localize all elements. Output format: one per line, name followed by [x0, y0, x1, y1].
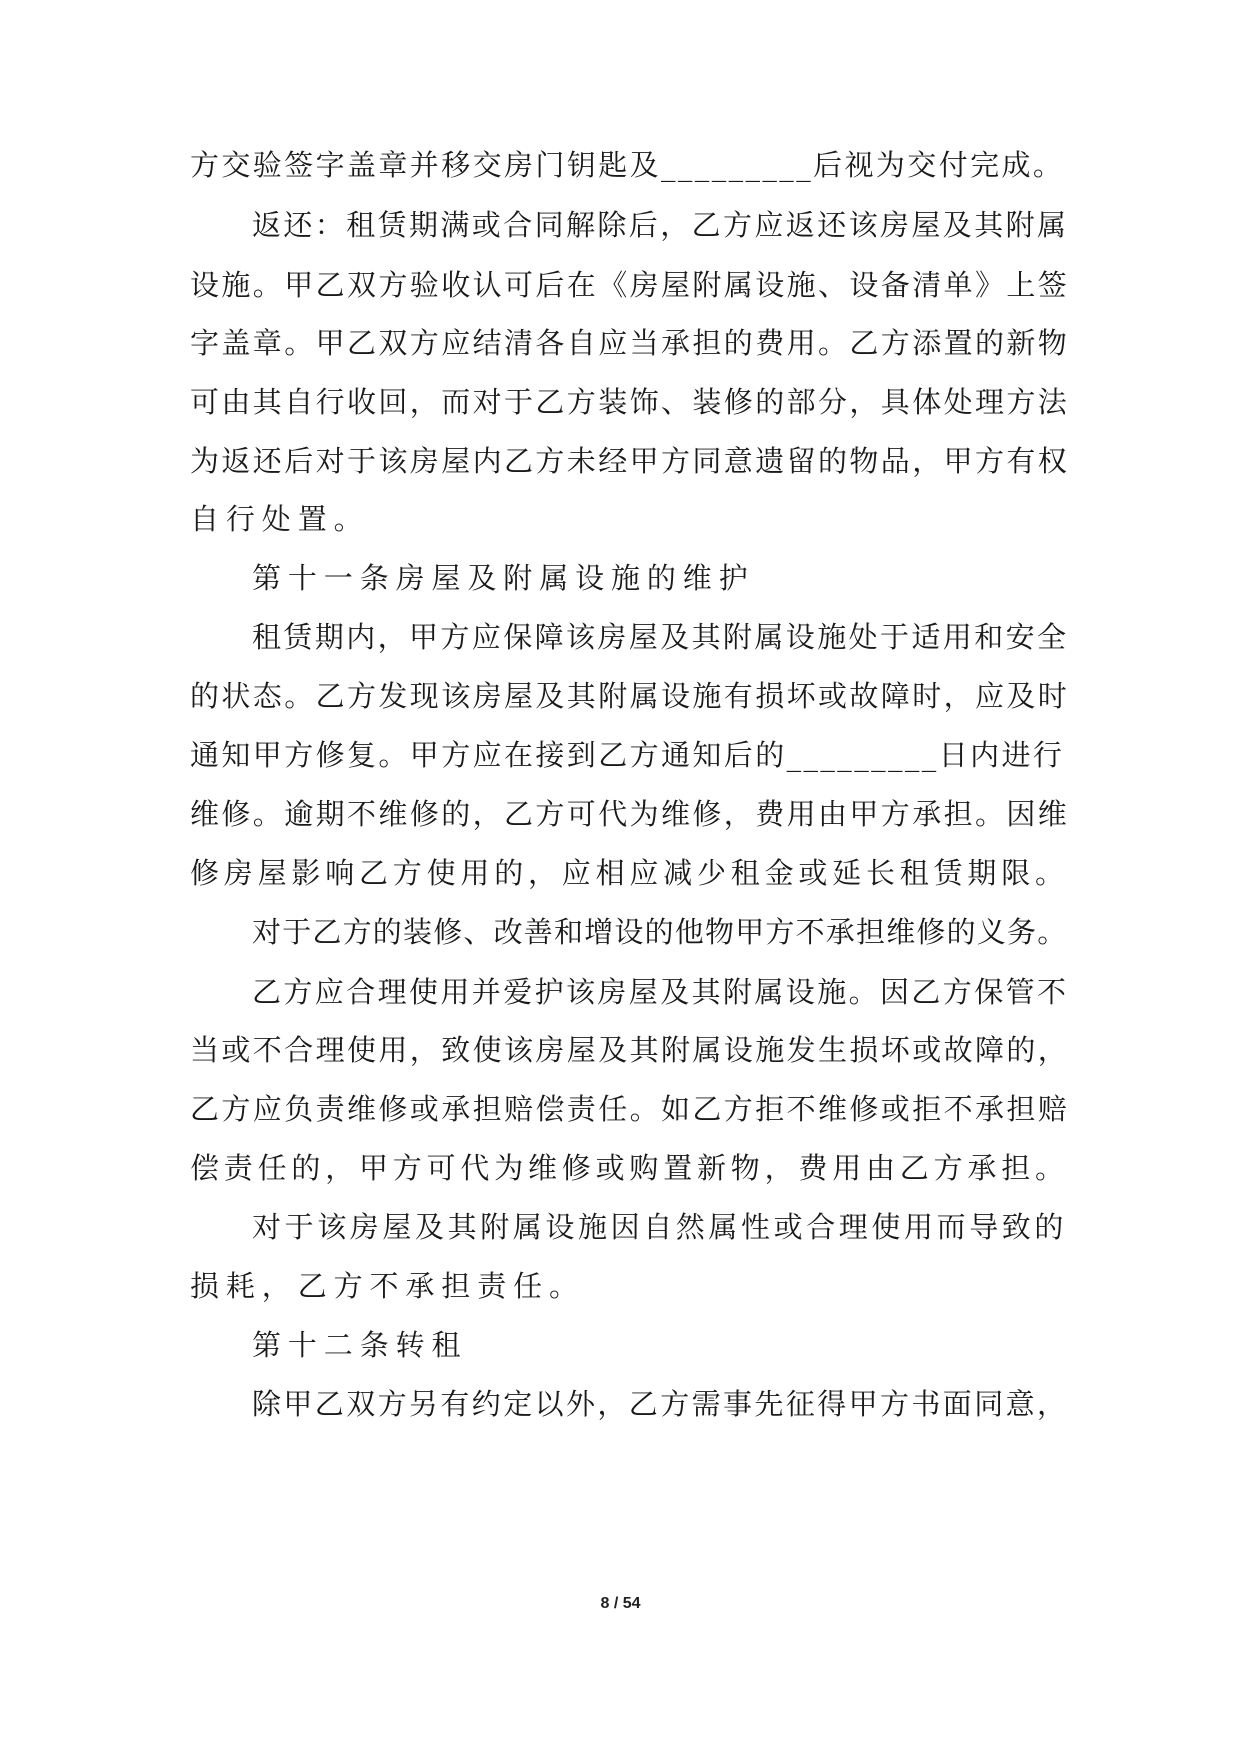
article-12-heading: 第十二条转租	[252, 1328, 468, 1362]
article-11-heading: 第十一条房屋及附属设施的维护	[252, 561, 755, 595]
paragraph-proper-use-start: 乙方应合理使用并爱护该房屋及其附属设施。因乙方保管不	[252, 975, 1069, 1009]
paragraph-return-start: 返还：租赁期满或合同解除后，乙方应返还该房屋及其附属	[252, 208, 1069, 242]
text-line: 方交验签字盖章并移交房门钥匙及_________后视为交付完成。	[190, 148, 1065, 182]
text-line: 当或不合理使用，致使该房屋及其附属设施发生损坏或故障的，	[190, 1033, 1070, 1067]
text-line: 的状态。乙方发现该房屋及其附属设施有损坏或故障时，应及时	[190, 679, 1070, 713]
page-number: 8 / 54	[600, 1595, 641, 1612]
text-line: 可由其自行收回，而对于乙方装饰、装修的部分，具体处理方法	[190, 385, 1070, 419]
text-line: 修房屋影响乙方使用的，应相应减少租金或延长租赁期限。	[190, 856, 1069, 890]
paragraph-sublease-start: 除甲乙双方另有约定以外，乙方需事先征得甲方书面同意，	[252, 1387, 1069, 1421]
text-line: 通知甲方修复。甲方应在接到乙方通知后的_________日内进行	[190, 738, 1065, 772]
text-line: 维修。逾期不维修的，乙方可代为维修，费用由甲方承担。因维	[190, 797, 1070, 831]
text-line: 自行处置。	[190, 502, 370, 536]
paragraph-maintenance-start: 租赁期内，甲方应保障该房屋及其附属设施处于适用和安全	[252, 620, 1069, 654]
paragraph-wear-start: 对于该房屋及其附属设施因自然属性或合理使用而导致的	[252, 1210, 1068, 1244]
text-line: 偿责任的，甲方可代为维修或购置新物，费用由乙方承担。	[190, 1151, 1069, 1185]
text-line: 字盖章。甲乙双方应结清各自应当承担的费用。乙方添置的新物	[190, 326, 1070, 360]
paragraph-decoration: 对于乙方的装修、改善和增设的他物甲方不承担维修的义务。	[252, 915, 1068, 949]
text-line: 设施。甲乙双方验收认可后在《房屋附属设施、设备清单》上签	[190, 268, 1070, 302]
text-line: 乙方应负责维修或承担赔偿责任。如乙方拒不维修或拒不承担赔	[190, 1092, 1070, 1126]
text-line: 损耗，乙方不承担责任。	[190, 1269, 585, 1303]
text-line: 为返还后对于该房屋内乙方未经甲方同意遗留的物品，甲方有权	[190, 444, 1070, 478]
